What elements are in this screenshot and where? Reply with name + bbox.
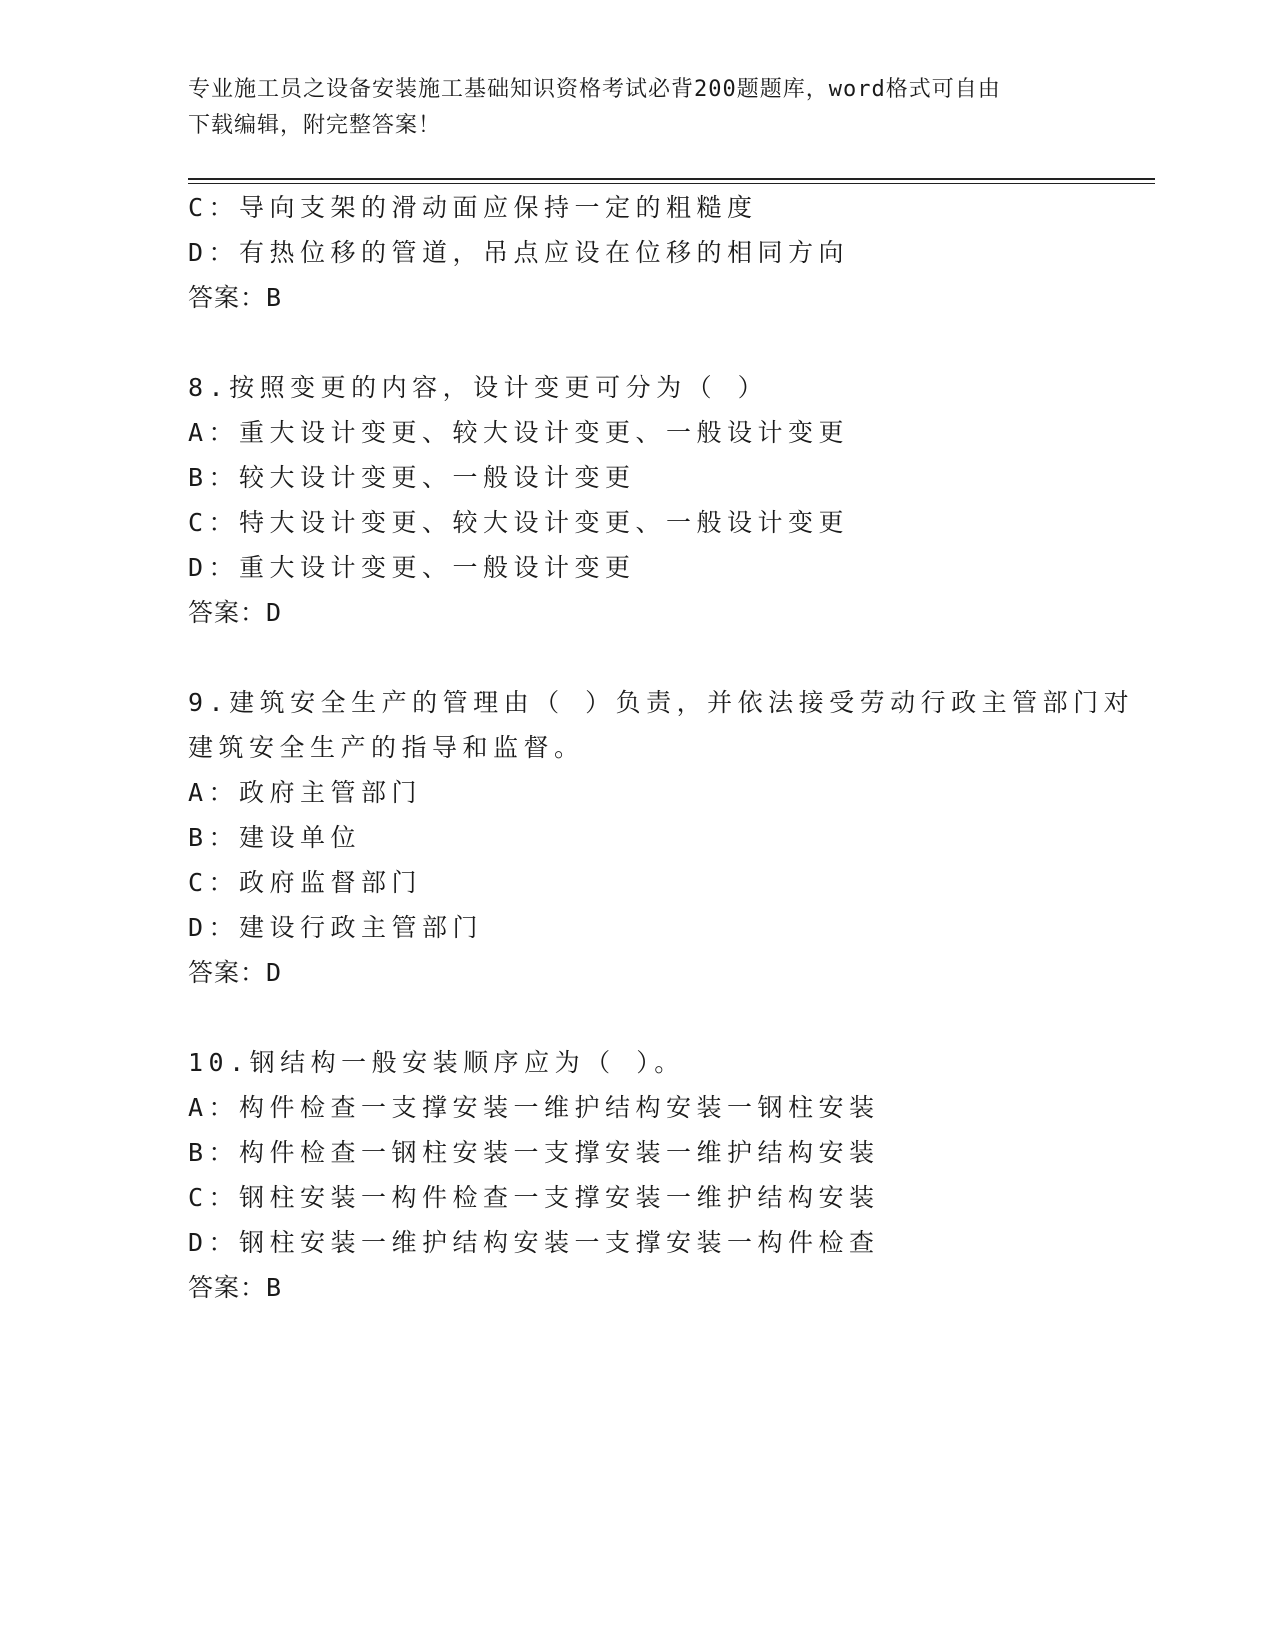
prev-answer: 答案：B bbox=[188, 283, 283, 312]
prev-option-c: C：导向支架的滑动面应保持一定的粗糙度 bbox=[188, 193, 758, 222]
q8-option-a: A：重大设计变更、较大设计变更、一般设计变更 bbox=[188, 418, 850, 447]
q9-option-b: B：建设单位 bbox=[188, 823, 362, 852]
q10-question: 10.钢结构一般安装顺序应为（ ）。 bbox=[188, 1048, 685, 1077]
document-header bbox=[188, 72, 1088, 144]
q9-option-a: A：政府主管部门 bbox=[188, 778, 423, 807]
q8-option-c: C：特大设计变更、较大设计变更、一般设计变更 bbox=[188, 508, 850, 537]
header-line-2: 下载编辑，附完整答案！ bbox=[188, 113, 442, 138]
q10-option-c: C：钢柱安装一构件检查一支撑安装一维护结构安装 bbox=[188, 1183, 880, 1212]
q9-question-line-2: 建筑安全生产的指导和监督。 bbox=[188, 733, 585, 762]
q8-option-b: B：较大设计变更、一般设计变更 bbox=[188, 463, 636, 492]
q10-answer: 答案：B bbox=[188, 1273, 283, 1302]
header-line-1: 专业施工员之设备安装施工基础知识资格考试必背200题题库，word格式可自由 bbox=[188, 77, 1001, 102]
prev-option-d: D：有热位移的管道，吊点应设在位移的相同方向 bbox=[188, 238, 850, 267]
q10-option-b: B：构件检查一钢柱安装一支撑安装一维护结构安装 bbox=[188, 1138, 880, 1167]
q9-answer: 答案：D bbox=[188, 958, 283, 987]
q10-option-a: A：构件检查一支撑安装一维护结构安装一钢柱安装 bbox=[188, 1093, 880, 1122]
q8-question: 8.按照变更的内容，设计变更可分为（ ） bbox=[188, 373, 769, 402]
q8-option-d: D：重大设计变更、一般设计变更 bbox=[188, 553, 636, 582]
q10-option-d: D：钢柱安装一维护结构安装一支撑安装一构件检查 bbox=[188, 1228, 880, 1257]
q9-option-c: C：政府监督部门 bbox=[188, 868, 423, 897]
q9-question-line-1: 9.建筑安全生产的管理由（ ）负责，并依法接受劳动行政主管部门对 bbox=[188, 688, 1135, 717]
q9-option-d: D：建设行政主管部门 bbox=[188, 913, 484, 942]
header-rule-thick bbox=[188, 178, 1155, 180]
q8-answer: 答案：D bbox=[188, 598, 283, 627]
header-rule-thin bbox=[188, 183, 1155, 184]
